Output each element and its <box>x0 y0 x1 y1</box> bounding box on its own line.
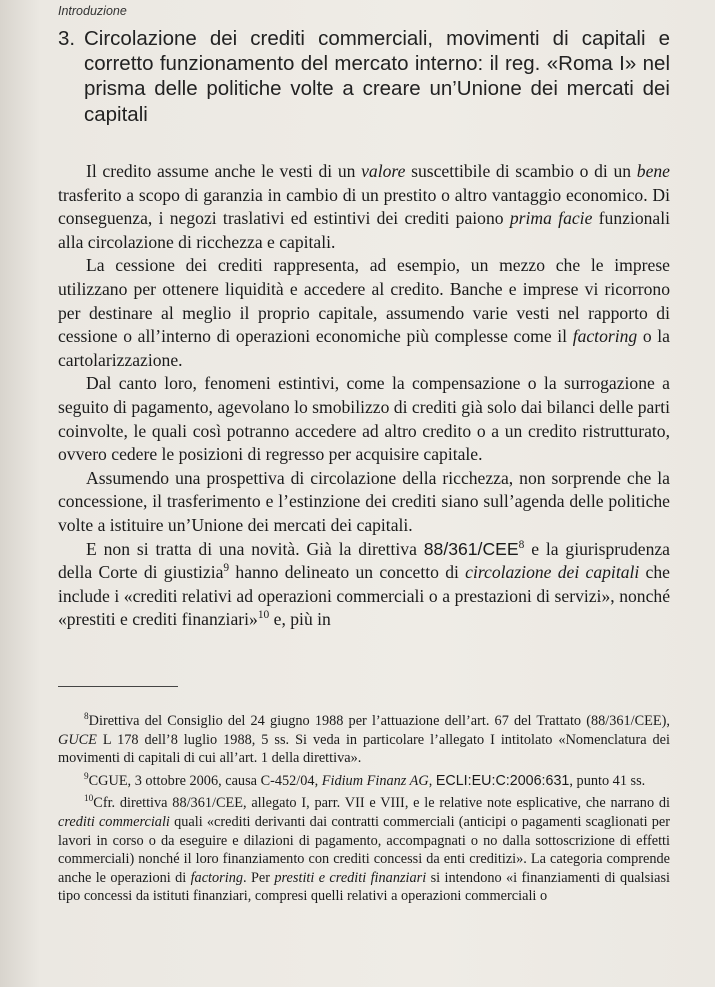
text-run: quali «crediti derivanti dai contratti commerciali (anticipi o pagamenti scaglionati per lavori in corso o da eseguire e dilazioni di pagamento, accompagnati o no dalla sottoscrizione di effetti commerciali) nonché il loro finanziamento con crediti concessi da enti creditizi». La categoria comprende anche le operazioni di <box>58 813 670 886</box>
text-run: . Per <box>243 869 275 886</box>
text-run: E non si tratta di una novità. Già la direttiva <box>86 538 424 559</box>
footnote-number: 8 <box>84 712 89 723</box>
paragraph-3: Dal canto loro, fenomeni estintivi, come la compensazione o la surrogazione a seguito di pagamento, agevolano lo smobilizzo di crediti già solo dai bilanci delle parti coinvolte, le quali così potranno accedere ad altro credito o a un credito ristrutturato, ovvero cedere le posizioni di regresso per acquisire capitale. <box>58 373 670 465</box>
emphasis: GUCE <box>58 731 97 748</box>
emphasis: valore <box>361 161 406 181</box>
emphasis: factoring <box>190 869 243 886</box>
paragraph-5 <box>58 538 670 632</box>
text-run: La cessione dei crediti rappresenta, ad esempio, un mezzo che le imprese utilizzano per ottenere liquidità e accedere al credito. Banche e imprese vi ricorrono per destinare al meglio il proprio capitale, assumendo varie vesti nel rapporto di cessione o all’interno di operazioni economiche più complesse come il <box>58 255 670 347</box>
footnote-10 <box>58 794 670 906</box>
section-number: 3. <box>58 27 76 50</box>
text-run: CGUE, 3 ottobre 2006, causa C-452/04, <box>88 772 322 789</box>
footnote-ref-9: 9 <box>223 562 230 575</box>
text-run: suscettibile di scambio o di un <box>405 161 637 181</box>
paragraph-2 <box>58 254 670 372</box>
text-run: trasferito a scopo di garanzia in cambio di un prestito o altro vantaggio economico. Di conseguenza, i negozi traslativi ed estintivi dei crediti paiono <box>58 184 670 229</box>
footnote-number: 9 <box>84 772 89 783</box>
footnote-ref-10: 10 <box>257 609 270 622</box>
emphasis: circolazione dei capitali <box>465 562 640 583</box>
text-run: o la cartolarizzazione. <box>58 326 670 370</box>
emphasis: crediti commerciali <box>58 813 170 830</box>
text-run: Il credito assume anche le vesti di un <box>86 161 362 181</box>
text-run: , punto 41 ss. <box>569 772 646 789</box>
text-run: hanno delineato un concetto di <box>229 562 466 583</box>
text-run: e, più in <box>269 609 331 630</box>
ecli-identifier: ECLI:EU:C:2006:631 <box>435 772 570 789</box>
text-run: Cfr. direttiva 88/361/CEE, allegato I, parr. VII e VIII, e le relative note esplicative, che narrano di <box>93 795 670 812</box>
paragraph-1 <box>58 160 670 254</box>
text-run: e la giurisprudenza della Corte di giustizia <box>58 538 670 583</box>
text-run: L 178 dell’8 luglio 1988, 5 ss. Si veda in particolare l’allegato I intitolato «Nomenclatura dei movimenti di capitali di cui all’art. 1 della direttiva». <box>58 731 670 767</box>
footnote-ref-8: 8 <box>518 538 525 551</box>
emphasis: Fidium Finanz AG <box>321 772 429 789</box>
footnote-8 <box>58 712 670 768</box>
paragraph-4: Assumendo una prospettiva di circolazione della ricchezza, non sorprende che la concessione, il trasferimento e l’estinzione dei crediti siano sull’agenda delle politiche volte a istituire un’Unione dei mercati dei capitali. <box>58 467 670 535</box>
footnote-divider <box>58 686 178 687</box>
section-title: Circolazione dei crediti commerciali, movimenti di capitali e corretto funzionamento del mercato interno: il reg. «Roma I» nel prisma delle politiche volte a creare un’Unione dei mercati dei capitali <box>84 27 670 126</box>
footnote-number: 10 <box>84 794 94 805</box>
running-head: Introduzione <box>58 4 127 18</box>
emphasis: prestiti e crediti finanziari <box>274 869 427 886</box>
body-text <box>58 160 670 632</box>
text-run: Direttiva del Consiglio del 24 giugno 1988 per l’attuazione dell’art. 67 del Trattato (88/361/CEE), <box>88 713 670 729</box>
emphasis: bene <box>636 161 670 181</box>
footnote-9 <box>58 772 670 791</box>
text-run: , <box>428 772 436 789</box>
section-heading <box>58 26 670 127</box>
footnotes <box>58 712 670 910</box>
text-run: funzionali alla circolazione di ricchezza e capitali. <box>58 208 671 252</box>
text-run: che include i «crediti relativi ad operazioni commerciali o a prestazioni di servizi», nonché «prestiti e crediti finanziari» <box>58 562 670 630</box>
emphasis: prima facie <box>509 208 593 229</box>
emphasis: factoring <box>572 326 638 347</box>
text-run: si intendono «i finanziamenti di qualsiasi tipo concessi da istituti finanziari, compresi quelli relativi a operazioni commerciali o <box>58 869 670 905</box>
directive-reference: 88/361/CEE <box>423 538 519 559</box>
